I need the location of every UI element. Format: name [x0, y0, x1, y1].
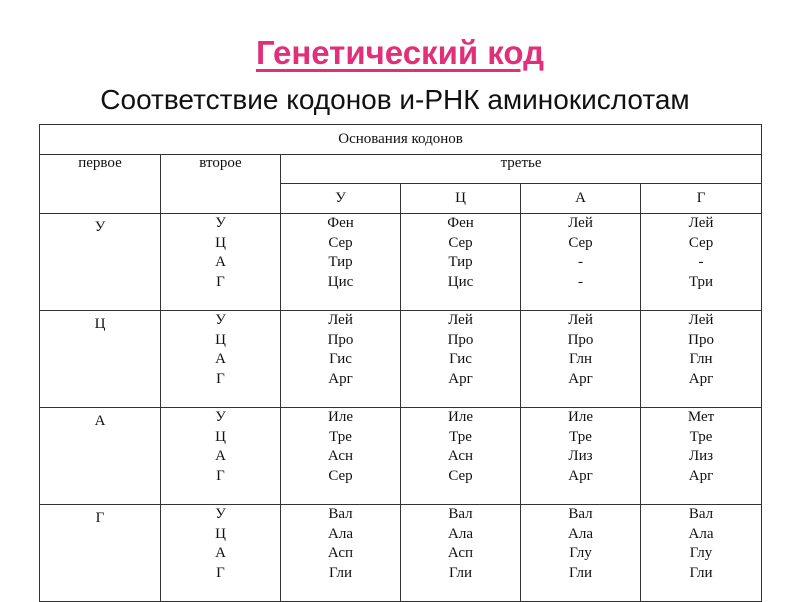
amino-acid: Иле — [448, 409, 473, 425]
amino-acid: Гли — [568, 564, 593, 581]
amino-acid: Иле — [328, 409, 353, 425]
amino-acid: Ала — [568, 525, 593, 542]
table-row — [40, 214, 762, 311]
amino-acid: Лиз — [688, 448, 714, 464]
second-base: Ц — [215, 234, 226, 251]
amino-acid: Тре — [449, 428, 472, 445]
amino-acid: - — [578, 254, 583, 270]
amino-acid: Сер — [328, 234, 353, 251]
second-base: А — [215, 351, 226, 367]
amino-acid: Сер — [688, 234, 714, 251]
page-title-text: Генетический код — [255, 34, 545, 71]
amino-acid: Лей — [568, 215, 593, 231]
third-base-a: А — [521, 184, 641, 214]
amino-cell — [521, 408, 641, 505]
amino-acid: Про — [327, 331, 354, 348]
amino-acid: Сер — [448, 234, 473, 251]
amino-acid: Тир — [328, 254, 353, 270]
amino-acid: Тре — [569, 428, 592, 445]
amino-cell — [281, 408, 401, 505]
first-base-cell: А — [40, 408, 161, 505]
second-base: Г — [216, 273, 225, 290]
amino-cell — [281, 505, 401, 602]
amino-acid: Глу — [569, 545, 592, 561]
amino-acid: Тир — [448, 254, 473, 270]
header-third: третье — [281, 155, 762, 184]
third-base-u: У — [281, 184, 401, 214]
second-base: Ц — [215, 331, 226, 348]
amino-acid: - — [698, 254, 704, 270]
amino-cell — [281, 214, 401, 311]
amino-acid: Асн — [447, 448, 474, 464]
amino-acid: Лей — [568, 312, 593, 328]
amino-acid: Арг — [328, 370, 353, 387]
amino-acid: Лей — [688, 312, 714, 328]
amino-acid: Арг — [688, 467, 714, 484]
page-title — [0, 34, 800, 72]
amino-cell — [401, 408, 521, 505]
table-row — [40, 505, 762, 602]
amino-acid: Фен — [327, 215, 354, 231]
second-base-cell — [161, 214, 281, 311]
amino-acid: Ала — [688, 525, 714, 542]
second-base: Г — [216, 467, 225, 484]
amino-acid: Глн — [689, 351, 713, 367]
amino-acid: Вал — [328, 506, 353, 522]
amino-acid: Арг — [688, 370, 714, 387]
second-base: У — [215, 506, 226, 522]
second-base: А — [215, 254, 226, 270]
amino-acid: Цис — [327, 273, 354, 290]
amino-acid: Гли — [448, 564, 473, 581]
second-base: Г — [216, 564, 225, 581]
second-base: Ц — [215, 428, 226, 445]
second-base-cell — [161, 505, 281, 602]
amino-acid: Арг — [448, 370, 473, 387]
amino-acid: Асп — [327, 545, 354, 561]
amino-cell — [401, 214, 521, 311]
amino-acid: Сер — [568, 234, 593, 251]
page-subtitle: Соответствие кодонов и-РНК аминокислотам — [100, 84, 690, 115]
amino-acid: Ала — [328, 525, 353, 542]
amino-acid: Сер — [448, 467, 473, 484]
first-base-cell: Г — [40, 505, 161, 602]
second-base: Ц — [215, 525, 226, 542]
amino-acid: Ала — [448, 525, 473, 542]
amino-cell — [401, 311, 521, 408]
amino-acid: Асн — [327, 448, 354, 464]
second-base-cell — [161, 311, 281, 408]
first-base-cell: Ц — [40, 311, 161, 408]
third-base-c: Ц — [401, 184, 521, 214]
amino-acid: Иле — [568, 409, 593, 425]
amino-acid: Гли — [689, 564, 713, 581]
third-base-g: Г — [641, 184, 762, 214]
amino-acid: - — [578, 273, 583, 290]
amino-acid: Про — [567, 331, 594, 348]
second-base: У — [215, 409, 226, 425]
first-base-cell: У — [40, 214, 161, 311]
amino-cell — [281, 311, 401, 408]
amino-cell — [521, 505, 641, 602]
amino-acid: Про — [688, 331, 714, 348]
amino-acid: Фен — [447, 215, 474, 231]
amino-acid: Глн — [568, 351, 593, 367]
genetic-code-table — [39, 124, 762, 602]
amino-cell — [521, 214, 641, 311]
table-row — [40, 311, 762, 408]
amino-acid: Лей — [328, 312, 353, 328]
second-base: У — [215, 312, 226, 328]
second-base: А — [215, 545, 226, 561]
amino-acid: Про — [447, 331, 474, 348]
amino-acid: Лиз — [568, 448, 593, 464]
amino-acid: Асп — [447, 545, 474, 561]
amino-cell — [641, 505, 762, 602]
amino-acid: Сер — [328, 467, 353, 484]
header-codon-bases: Основания кодонов — [40, 125, 762, 155]
second-base: Г — [216, 370, 225, 387]
amino-acid: Гис — [329, 351, 352, 367]
table-subheader-row — [40, 155, 762, 184]
amino-acid: Вал — [688, 506, 714, 522]
second-base: У — [215, 215, 226, 231]
amino-acid: Глу — [689, 545, 713, 561]
amino-acid: Мет — [687, 409, 715, 425]
header-second: второе — [161, 155, 281, 214]
second-base: А — [215, 448, 226, 464]
amino-acid: Цис — [447, 273, 474, 290]
amino-cell — [641, 214, 762, 311]
amino-cell — [401, 505, 521, 602]
amino-acid: Лей — [448, 312, 473, 328]
amino-acid: Гли — [328, 564, 353, 581]
amino-acid: Вал — [568, 506, 593, 522]
amino-acid: Лей — [688, 215, 714, 231]
amino-acid: Тре — [689, 428, 713, 445]
amino-cell — [641, 408, 762, 505]
amino-acid: Тре — [329, 428, 352, 445]
second-base-cell — [161, 408, 281, 505]
amino-acid: Три — [688, 273, 714, 290]
amino-acid: Арг — [568, 467, 593, 484]
amino-acid: Гис — [449, 351, 472, 367]
header-first: первое — [40, 155, 161, 214]
amino-acid: Вал — [448, 506, 473, 522]
amino-cell — [641, 311, 762, 408]
amino-cell — [521, 311, 641, 408]
table-header-row — [40, 125, 762, 155]
amino-acid: Арг — [568, 370, 593, 387]
table-row — [40, 408, 762, 505]
